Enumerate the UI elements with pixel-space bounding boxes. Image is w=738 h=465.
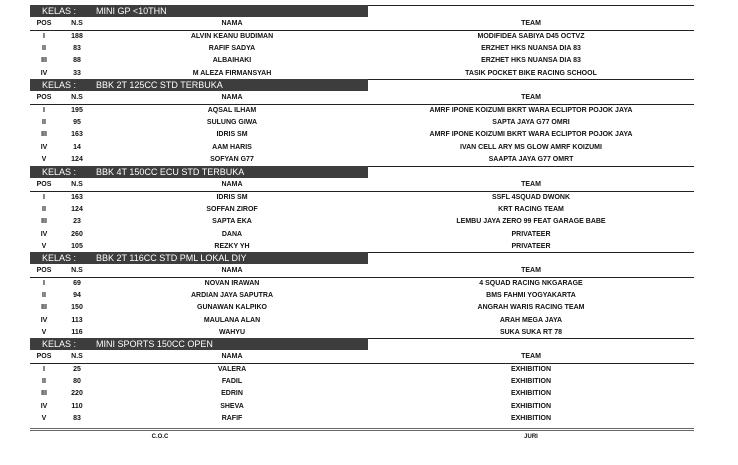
column-header-row — [30, 18, 694, 30]
kelas-bar-rest — [368, 166, 694, 179]
footer-juri-label: JURI — [524, 434, 538, 440]
result-row — [30, 364, 694, 376]
result-row — [30, 302, 694, 314]
footer-rule — [30, 428, 694, 429]
header-pos: POS — [36, 181, 52, 188]
result-ns: 33 — [73, 69, 81, 77]
result-team: SSFL 4SQUAD DWONK — [491, 194, 571, 201]
column-header-row — [30, 92, 694, 104]
result-row — [30, 388, 694, 400]
result-team: EXHIBITION — [510, 402, 552, 410]
result-pos: II — [42, 45, 46, 53]
result-name: NOVAN IRAWAN — [204, 280, 260, 287]
result-name: SAPTA EKA — [212, 218, 252, 226]
result-name: RAFIF — [221, 414, 243, 422]
column-header-row — [30, 265, 694, 277]
result-ns: 69 — [73, 280, 81, 287]
footer-rule — [30, 430, 694, 431]
header-name: NAMA — [221, 94, 243, 101]
result-pos: V — [41, 242, 47, 250]
result-ns: 95 — [73, 119, 81, 127]
footer-coc-label: C.O.C — [151, 434, 169, 440]
result-row — [30, 290, 694, 302]
header-name: NAMA — [221, 267, 243, 274]
result-team: AMRF IPONE KOIZUMI BKRT WARA ECLIPTOR POJOK JAYA — [429, 131, 633, 139]
result-team: PRIVATEER — [511, 242, 551, 250]
result-pos: III — [41, 218, 47, 226]
result-ns: 80 — [73, 378, 81, 386]
result-row — [30, 117, 694, 129]
kelas-label: KELAS : — [42, 253, 77, 263]
result-row — [30, 129, 694, 141]
result-pos: I — [43, 194, 45, 201]
result-name: REZKY YH — [214, 242, 250, 250]
result-name: FADIL — [221, 378, 243, 386]
result-pos: I — [43, 280, 45, 287]
result-team: MODIFIDEA SABIYA D45 OCTVZ — [477, 33, 585, 40]
result-ns: 88 — [73, 57, 81, 65]
result-ns: 25 — [73, 366, 81, 373]
class-title: MINI GP <10THN — [96, 6, 167, 16]
result-team: AMRF IPONE KOIZUMI BKRT WARA ECLIPTOR POJOK JAYA — [429, 107, 633, 114]
result-row — [30, 327, 694, 339]
result-row — [30, 278, 694, 290]
kelas-bar — [30, 166, 368, 178]
result-row — [30, 192, 694, 204]
result-row — [30, 315, 694, 327]
result-ns: 163 — [71, 131, 83, 139]
result-name: SOFYAN G77 — [210, 155, 254, 163]
result-name: ALVIN KEANU BUDIMAN — [190, 33, 274, 40]
header-ns: N.S — [71, 267, 83, 274]
result-pos: I — [43, 107, 45, 114]
header-ns: N.S — [71, 20, 83, 27]
result-team: PRIVATEER — [511, 230, 551, 238]
header-ns: N.S — [71, 353, 83, 360]
result-row — [30, 376, 694, 388]
result-name: RAFIF SADYA — [208, 45, 256, 53]
result-name: MAULANA ALAN — [203, 316, 261, 324]
kelas-bar — [30, 79, 368, 91]
result-name: SHEVA — [220, 402, 244, 410]
kelas-bar-rest — [368, 338, 694, 351]
result-team: ANGRAH WARIS RACING TEAM — [477, 304, 585, 312]
kelas-bar — [30, 252, 368, 264]
result-team: SUKA SUKA RT 78 — [499, 328, 563, 336]
result-name: SOFFAN ZIROF — [206, 206, 258, 214]
result-ns: 220 — [71, 390, 83, 398]
kelas-bar-rest — [368, 79, 694, 92]
result-name: ALBAIHAKI — [212, 57, 252, 65]
result-ns: 113 — [71, 316, 83, 324]
kelas-bar — [30, 338, 368, 350]
result-team: EXHIBITION — [510, 366, 552, 373]
result-team: EXHIBITION — [510, 414, 552, 422]
result-ns: 23 — [73, 218, 81, 226]
kelas-label: KELAS : — [42, 167, 77, 177]
result-row — [30, 31, 694, 43]
result-name: IDRIS SM — [216, 131, 248, 139]
header-team: TEAM — [521, 267, 541, 274]
result-ns: 105 — [71, 242, 83, 250]
result-name: WAHYU — [218, 328, 246, 336]
header-pos: POS — [36, 20, 52, 27]
result-ns: 14 — [73, 143, 81, 151]
result-ns: 260 — [71, 230, 83, 238]
result-pos: V — [41, 414, 47, 422]
result-team: ERZHET HKS NUANSA DIA 83 — [481, 45, 581, 53]
result-name: SULUNG GIWA — [206, 119, 258, 127]
column-header-row — [30, 351, 694, 363]
result-row — [30, 154, 694, 166]
header-ns: N.S — [71, 181, 83, 188]
result-name: ARDIAN JAYA SAPUTRA — [190, 292, 274, 300]
result-team: 4 SQUAD RACING NKGARAGE — [479, 280, 583, 287]
result-pos: III — [41, 304, 47, 312]
result-ns: 150 — [71, 304, 83, 312]
result-pos: III — [41, 131, 47, 139]
result-row — [30, 105, 694, 117]
header-team: TEAM — [521, 94, 541, 101]
header-name: NAMA — [221, 20, 243, 27]
result-pos: IV — [40, 316, 48, 324]
header-team: TEAM — [521, 353, 541, 360]
result-row — [30, 401, 694, 413]
result-pos: IV — [40, 230, 48, 238]
result-row — [30, 142, 694, 154]
result-pos: I — [43, 366, 45, 373]
kelas-label: KELAS : — [42, 6, 77, 16]
result-pos: IV — [40, 143, 48, 151]
result-pos: V — [41, 155, 47, 163]
result-team: LEMBU JAYA ZERO 99 FEAT GARAGE BABE — [456, 218, 606, 226]
result-name: EDRIN — [221, 390, 243, 398]
result-pos: IV — [40, 402, 48, 410]
class-title: BBK 2T 116CC STD PML LOKAL DIY — [96, 253, 247, 263]
result-row — [30, 229, 694, 241]
result-pos: IV — [40, 69, 48, 77]
kelas-label: KELAS : — [42, 339, 77, 349]
result-pos: II — [42, 119, 46, 127]
header-pos: POS — [36, 94, 52, 101]
result-ns: 195 — [71, 107, 83, 114]
result-team: KRT RACING TEAM — [498, 206, 564, 214]
result-name: M ALEZA FIRMANSYAH — [192, 69, 272, 77]
result-team: EXHIBITION — [510, 378, 552, 386]
class-title: BBK 4T 150CC ECU STD TERBUKA — [96, 167, 245, 177]
class-title: MINI SPORTS 150CC OPEN — [96, 339, 213, 349]
kelas-bar-rest — [368, 5, 694, 18]
result-name: IDRIS SM — [216, 194, 248, 201]
header-pos: POS — [36, 353, 52, 360]
result-ns: 110 — [71, 402, 83, 410]
result-team: SAPTA JAYA G77 OMRI — [492, 119, 570, 127]
result-pos: III — [41, 57, 47, 65]
result-row — [30, 241, 694, 253]
result-team: TASIK POCKET BIKE RACING SCHOOL — [465, 69, 597, 77]
result-team: ERZHET HKS NUANSA DIA 83 — [481, 57, 581, 65]
result-row — [30, 204, 694, 216]
result-row — [30, 43, 694, 55]
result-ns: 83 — [73, 45, 81, 53]
result-team: EXHIBITION — [510, 390, 552, 398]
result-team: IVAN CELL ARY MS GLOW AMRF KOIZUMI — [460, 143, 602, 151]
header-team: TEAM — [521, 20, 541, 27]
column-header-row — [30, 179, 694, 191]
class-title: BBK 2T 125CC STD TERBUKA — [96, 80, 223, 90]
header-name: NAMA — [221, 181, 243, 188]
result-name: AQSAL ILHAM — [207, 107, 257, 114]
header-ns: N.S — [71, 94, 83, 101]
result-ns: 188 — [71, 33, 83, 40]
footer-signatures — [30, 434, 694, 444]
result-name: AAM HARIS — [212, 143, 252, 151]
result-name: VALERA — [217, 366, 247, 373]
result-pos: II — [42, 378, 46, 386]
result-pos: II — [42, 206, 46, 214]
result-row — [30, 55, 694, 67]
result-row — [30, 216, 694, 228]
result-ns: 124 — [71, 155, 83, 163]
kelas-label: KELAS : — [42, 80, 77, 90]
result-team: SAAPTA JAYA G77 OMRT — [488, 155, 574, 163]
result-ns: 83 — [73, 414, 81, 422]
kelas-bar — [30, 5, 368, 17]
result-name: GUNAWAN KALPIKO — [197, 304, 267, 312]
header-team: TEAM — [521, 181, 541, 188]
result-row — [30, 68, 694, 80]
header-pos: POS — [36, 267, 52, 274]
result-team: ARAH MEGA JAYA — [499, 316, 563, 324]
result-pos: III — [41, 390, 47, 398]
result-pos: V — [41, 328, 47, 336]
result-pos: II — [42, 292, 46, 300]
result-ns: 163 — [71, 194, 83, 201]
kelas-bar-rest — [368, 252, 694, 265]
result-team: BMS FAHMI YOGYAKARTA — [486, 292, 576, 300]
result-ns: 116 — [71, 328, 83, 336]
result-ns: 94 — [73, 292, 81, 300]
result-name: DANA — [221, 230, 243, 238]
header-name: NAMA — [221, 353, 243, 360]
result-ns: 124 — [71, 206, 83, 214]
result-row — [30, 413, 694, 425]
result-pos: I — [43, 33, 45, 40]
